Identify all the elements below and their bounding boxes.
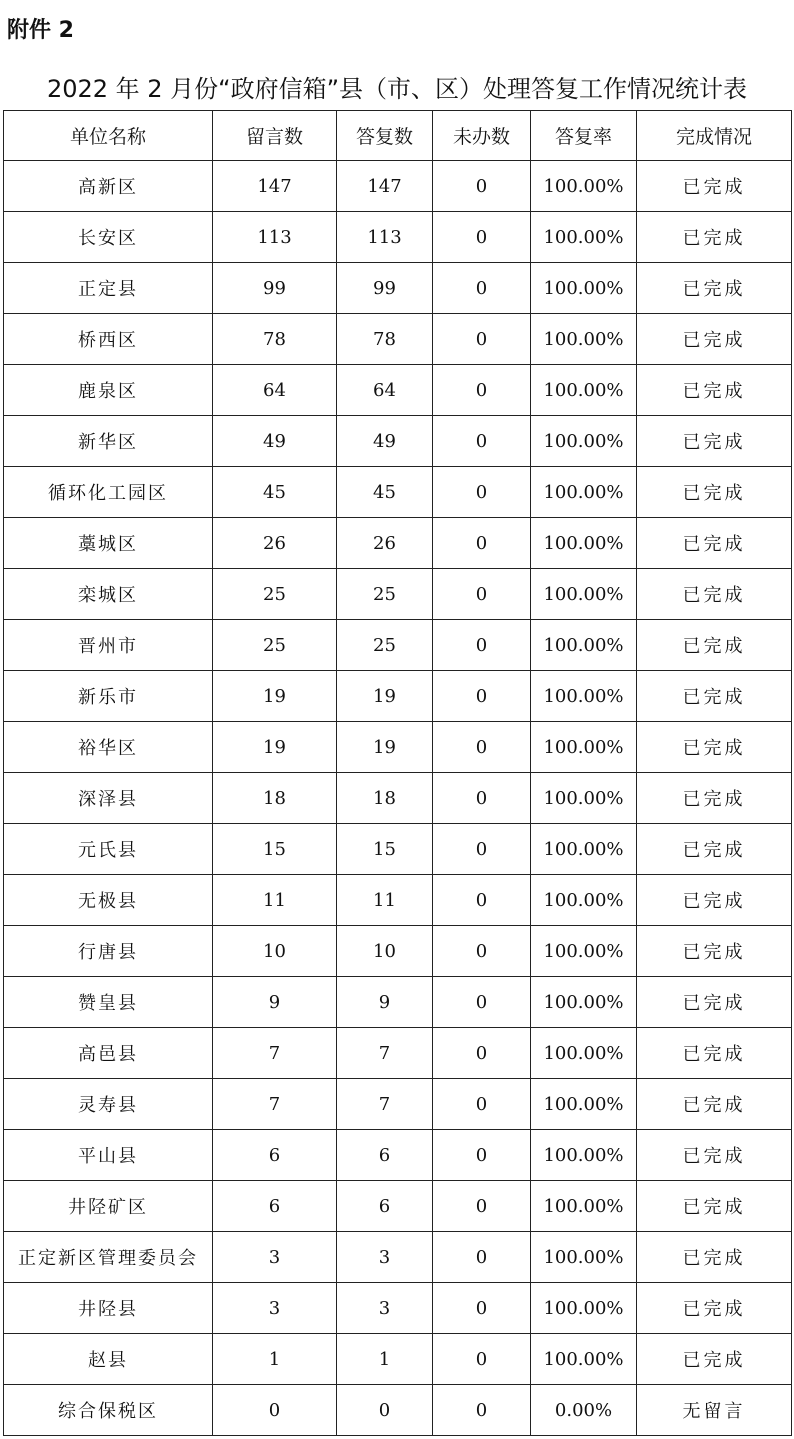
completion-status-cell: 已完成 xyxy=(637,1181,792,1232)
reply-count-cell: 10 xyxy=(337,926,433,977)
pending-count-cell: 0 xyxy=(433,263,531,314)
unit-name-cell: 栾城区 xyxy=(4,569,213,620)
unit-name-cell: 行唐县 xyxy=(4,926,213,977)
reply-count-cell: 45 xyxy=(337,467,433,518)
completion-status-cell: 已完成 xyxy=(637,977,792,1028)
reply-rate-cell: 100.00% xyxy=(531,1181,637,1232)
completion-status-cell: 已完成 xyxy=(637,467,792,518)
table-row xyxy=(4,620,792,671)
reply-rate-cell: 100.00% xyxy=(531,467,637,518)
reply-count-cell: 49 xyxy=(337,416,433,467)
reply-count-cell: 7 xyxy=(337,1028,433,1079)
unit-name-cell: 新华区 xyxy=(4,416,213,467)
message-count-cell: 11 xyxy=(213,875,337,926)
reply-count-cell: 99 xyxy=(337,263,433,314)
table-row xyxy=(4,875,792,926)
reply-rate-cell: 100.00% xyxy=(531,926,637,977)
message-count-cell: 15 xyxy=(213,824,337,875)
pending-count-cell: 0 xyxy=(433,1334,531,1385)
reply-rate-cell: 100.00% xyxy=(531,875,637,926)
reply-rate-cell: 100.00% xyxy=(531,569,637,620)
completion-status-cell: 已完成 xyxy=(637,875,792,926)
statistics-table xyxy=(3,110,792,1436)
table-row xyxy=(4,1130,792,1181)
pending-count-cell: 0 xyxy=(433,569,531,620)
table-row xyxy=(4,824,792,875)
reply-rate-cell: 100.00% xyxy=(531,773,637,824)
message-count-cell: 147 xyxy=(213,161,337,212)
pending-count-cell: 0 xyxy=(433,773,531,824)
message-count-cell: 25 xyxy=(213,620,337,671)
unit-name-cell: 正定县 xyxy=(4,263,213,314)
unit-name-cell: 正定新区管理委员会 xyxy=(4,1232,213,1283)
pending-count-cell: 0 xyxy=(433,1283,531,1334)
unit-name-cell: 平山县 xyxy=(4,1130,213,1181)
completion-status-cell: 已完成 xyxy=(637,1283,792,1334)
reply-rate-cell: 100.00% xyxy=(531,314,637,365)
unit-name-cell: 元氏县 xyxy=(4,824,213,875)
table-row xyxy=(4,977,792,1028)
unit-name-cell: 长安区 xyxy=(4,212,213,263)
reply-count-cell: 9 xyxy=(337,977,433,1028)
reply-rate-cell: 100.00% xyxy=(531,1232,637,1283)
unit-name-cell: 高新区 xyxy=(4,161,213,212)
completion-status-cell: 已完成 xyxy=(637,1232,792,1283)
completion-status-cell: 已完成 xyxy=(637,1130,792,1181)
unit-name-cell: 新乐市 xyxy=(4,671,213,722)
reply-count-cell: 147 xyxy=(337,161,433,212)
table-row xyxy=(4,416,792,467)
completion-status-cell: 已完成 xyxy=(637,824,792,875)
reply-rate-cell: 100.00% xyxy=(531,365,637,416)
reply-count-cell: 15 xyxy=(337,824,433,875)
unit-name-cell: 高邑县 xyxy=(4,1028,213,1079)
unit-name-cell: 赞皇县 xyxy=(4,977,213,1028)
table-row xyxy=(4,263,792,314)
message-count-cell: 3 xyxy=(213,1232,337,1283)
reply-count-cell: 7 xyxy=(337,1079,433,1130)
unit-name-cell: 无极县 xyxy=(4,875,213,926)
reply-rate-cell: 100.00% xyxy=(531,824,637,875)
completion-status-cell: 已完成 xyxy=(637,773,792,824)
completion-status-cell: 已完成 xyxy=(637,518,792,569)
unit-name-cell: 循环化工园区 xyxy=(4,467,213,518)
reply-count-cell: 1 xyxy=(337,1334,433,1385)
reply-rate-cell: 100.00% xyxy=(531,1130,637,1181)
unit-name-cell: 裕华区 xyxy=(4,722,213,773)
reply-rate-cell: 100.00% xyxy=(531,722,637,773)
pending-count-cell: 0 xyxy=(433,1079,531,1130)
unit-name-cell: 灵寿县 xyxy=(4,1079,213,1130)
message-count-cell: 0 xyxy=(213,1385,337,1436)
table-row xyxy=(4,1181,792,1232)
reply-rate-cell: 100.00% xyxy=(531,416,637,467)
reply-count-cell: 78 xyxy=(337,314,433,365)
table-row xyxy=(4,1232,792,1283)
unit-name-cell: 鹿泉区 xyxy=(4,365,213,416)
message-count-cell: 9 xyxy=(213,977,337,1028)
pending-count-cell: 0 xyxy=(433,1028,531,1079)
reply-rate-cell: 100.00% xyxy=(531,1079,637,1130)
table-row xyxy=(4,1283,792,1334)
completion-status-cell: 已完成 xyxy=(637,212,792,263)
message-count-cell: 7 xyxy=(213,1028,337,1079)
message-count-cell: 26 xyxy=(213,518,337,569)
completion-status-cell: 已完成 xyxy=(637,263,792,314)
document-title: 2022 年 2 月份“政府信箱”县（市、区）处理答复工作情况统计表 xyxy=(46,75,748,103)
message-count-cell: 7 xyxy=(213,1079,337,1130)
completion-status-cell: 已完成 xyxy=(637,416,792,467)
reply-rate-cell: 100.00% xyxy=(531,518,637,569)
unit-name-cell: 井陉县 xyxy=(4,1283,213,1334)
table-row xyxy=(4,1385,792,1436)
reply-count-cell: 19 xyxy=(337,671,433,722)
reply-count-cell: 18 xyxy=(337,773,433,824)
reply-count-cell: 64 xyxy=(337,365,433,416)
reply-rate-cell: 100.00% xyxy=(531,1028,637,1079)
header-unit-name: 单位名称 xyxy=(4,111,213,161)
pending-count-cell: 0 xyxy=(433,1385,531,1436)
pending-count-cell: 0 xyxy=(433,926,531,977)
unit-name-cell: 深泽县 xyxy=(4,773,213,824)
table-row xyxy=(4,518,792,569)
reply-count-cell: 25 xyxy=(337,569,433,620)
table-header-row xyxy=(4,111,792,161)
reply-rate-cell: 100.00% xyxy=(531,263,637,314)
header-reply-count: 答复数 xyxy=(337,111,433,161)
reply-rate-cell: 100.00% xyxy=(531,1334,637,1385)
reply-count-cell: 11 xyxy=(337,875,433,926)
pending-count-cell: 0 xyxy=(433,875,531,926)
pending-count-cell: 0 xyxy=(433,467,531,518)
message-count-cell: 6 xyxy=(213,1130,337,1181)
table-row xyxy=(4,1334,792,1385)
completion-status-cell: 已完成 xyxy=(637,365,792,416)
pending-count-cell: 0 xyxy=(433,212,531,263)
reply-rate-cell: 100.00% xyxy=(531,671,637,722)
header-reply-rate: 答复率 xyxy=(531,111,637,161)
completion-status-cell: 已完成 xyxy=(637,161,792,212)
message-count-cell: 19 xyxy=(213,722,337,773)
reply-count-cell: 6 xyxy=(337,1181,433,1232)
message-count-cell: 113 xyxy=(213,212,337,263)
table-row xyxy=(4,161,792,212)
message-count-cell: 64 xyxy=(213,365,337,416)
unit-name-cell: 桥西区 xyxy=(4,314,213,365)
header-pending-count: 未办数 xyxy=(433,111,531,161)
message-count-cell: 1 xyxy=(213,1334,337,1385)
reply-count-cell: 6 xyxy=(337,1130,433,1181)
reply-count-cell: 3 xyxy=(337,1232,433,1283)
pending-count-cell: 0 xyxy=(433,1181,531,1232)
completion-status-cell: 已完成 xyxy=(637,926,792,977)
table-row xyxy=(4,467,792,518)
pending-count-cell: 0 xyxy=(433,365,531,416)
header-completion-status: 完成情况 xyxy=(637,111,792,161)
pending-count-cell: 0 xyxy=(433,1130,531,1181)
pending-count-cell: 0 xyxy=(433,518,531,569)
table-row xyxy=(4,1028,792,1079)
reply-count-cell: 3 xyxy=(337,1283,433,1334)
table-row xyxy=(4,926,792,977)
unit-name-cell: 晋州市 xyxy=(4,620,213,671)
message-count-cell: 18 xyxy=(213,773,337,824)
table-row xyxy=(4,365,792,416)
completion-status-cell: 已完成 xyxy=(637,1334,792,1385)
message-count-cell: 3 xyxy=(213,1283,337,1334)
pending-count-cell: 0 xyxy=(433,1232,531,1283)
pending-count-cell: 0 xyxy=(433,977,531,1028)
table-body xyxy=(4,161,792,1436)
unit-name-cell: 赵县 xyxy=(4,1334,213,1385)
table-row xyxy=(4,314,792,365)
reply-rate-cell: 100.00% xyxy=(531,161,637,212)
reply-rate-cell: 0.00% xyxy=(531,1385,637,1436)
completion-status-cell: 已完成 xyxy=(637,1028,792,1079)
completion-status-cell: 已完成 xyxy=(637,1079,792,1130)
reply-rate-cell: 100.00% xyxy=(531,620,637,671)
completion-status-cell: 已完成 xyxy=(637,314,792,365)
reply-rate-cell: 100.00% xyxy=(531,212,637,263)
pending-count-cell: 0 xyxy=(433,161,531,212)
message-count-cell: 6 xyxy=(213,1181,337,1232)
pending-count-cell: 0 xyxy=(433,824,531,875)
completion-status-cell: 已完成 xyxy=(637,722,792,773)
message-count-cell: 25 xyxy=(213,569,337,620)
pending-count-cell: 0 xyxy=(433,620,531,671)
unit-name-cell: 井陉矿区 xyxy=(4,1181,213,1232)
message-count-cell: 49 xyxy=(213,416,337,467)
table-row xyxy=(4,569,792,620)
reply-count-cell: 0 xyxy=(337,1385,433,1436)
reply-rate-cell: 100.00% xyxy=(531,977,637,1028)
reply-rate-cell: 100.00% xyxy=(531,1283,637,1334)
table-row xyxy=(4,671,792,722)
message-count-cell: 99 xyxy=(213,263,337,314)
reply-count-cell: 26 xyxy=(337,518,433,569)
pending-count-cell: 0 xyxy=(433,416,531,467)
message-count-cell: 19 xyxy=(213,671,337,722)
unit-name-cell: 藁城区 xyxy=(4,518,213,569)
completion-status-cell: 已完成 xyxy=(637,671,792,722)
completion-status-cell: 已完成 xyxy=(637,569,792,620)
unit-name-cell: 综合保税区 xyxy=(4,1385,213,1436)
attachment-label: 附件 2 xyxy=(7,18,74,43)
pending-count-cell: 0 xyxy=(433,722,531,773)
message-count-cell: 10 xyxy=(213,926,337,977)
table-row xyxy=(4,1079,792,1130)
reply-count-cell: 19 xyxy=(337,722,433,773)
table-row xyxy=(4,722,792,773)
table-row xyxy=(4,773,792,824)
message-count-cell: 45 xyxy=(213,467,337,518)
reply-count-cell: 113 xyxy=(337,212,433,263)
reply-count-cell: 25 xyxy=(337,620,433,671)
table-row xyxy=(4,212,792,263)
message-count-cell: 78 xyxy=(213,314,337,365)
pending-count-cell: 0 xyxy=(433,314,531,365)
pending-count-cell: 0 xyxy=(433,671,531,722)
completion-status-cell: 已完成 xyxy=(637,620,792,671)
header-message-count: 留言数 xyxy=(213,111,337,161)
completion-status-cell: 无留言 xyxy=(637,1385,792,1436)
